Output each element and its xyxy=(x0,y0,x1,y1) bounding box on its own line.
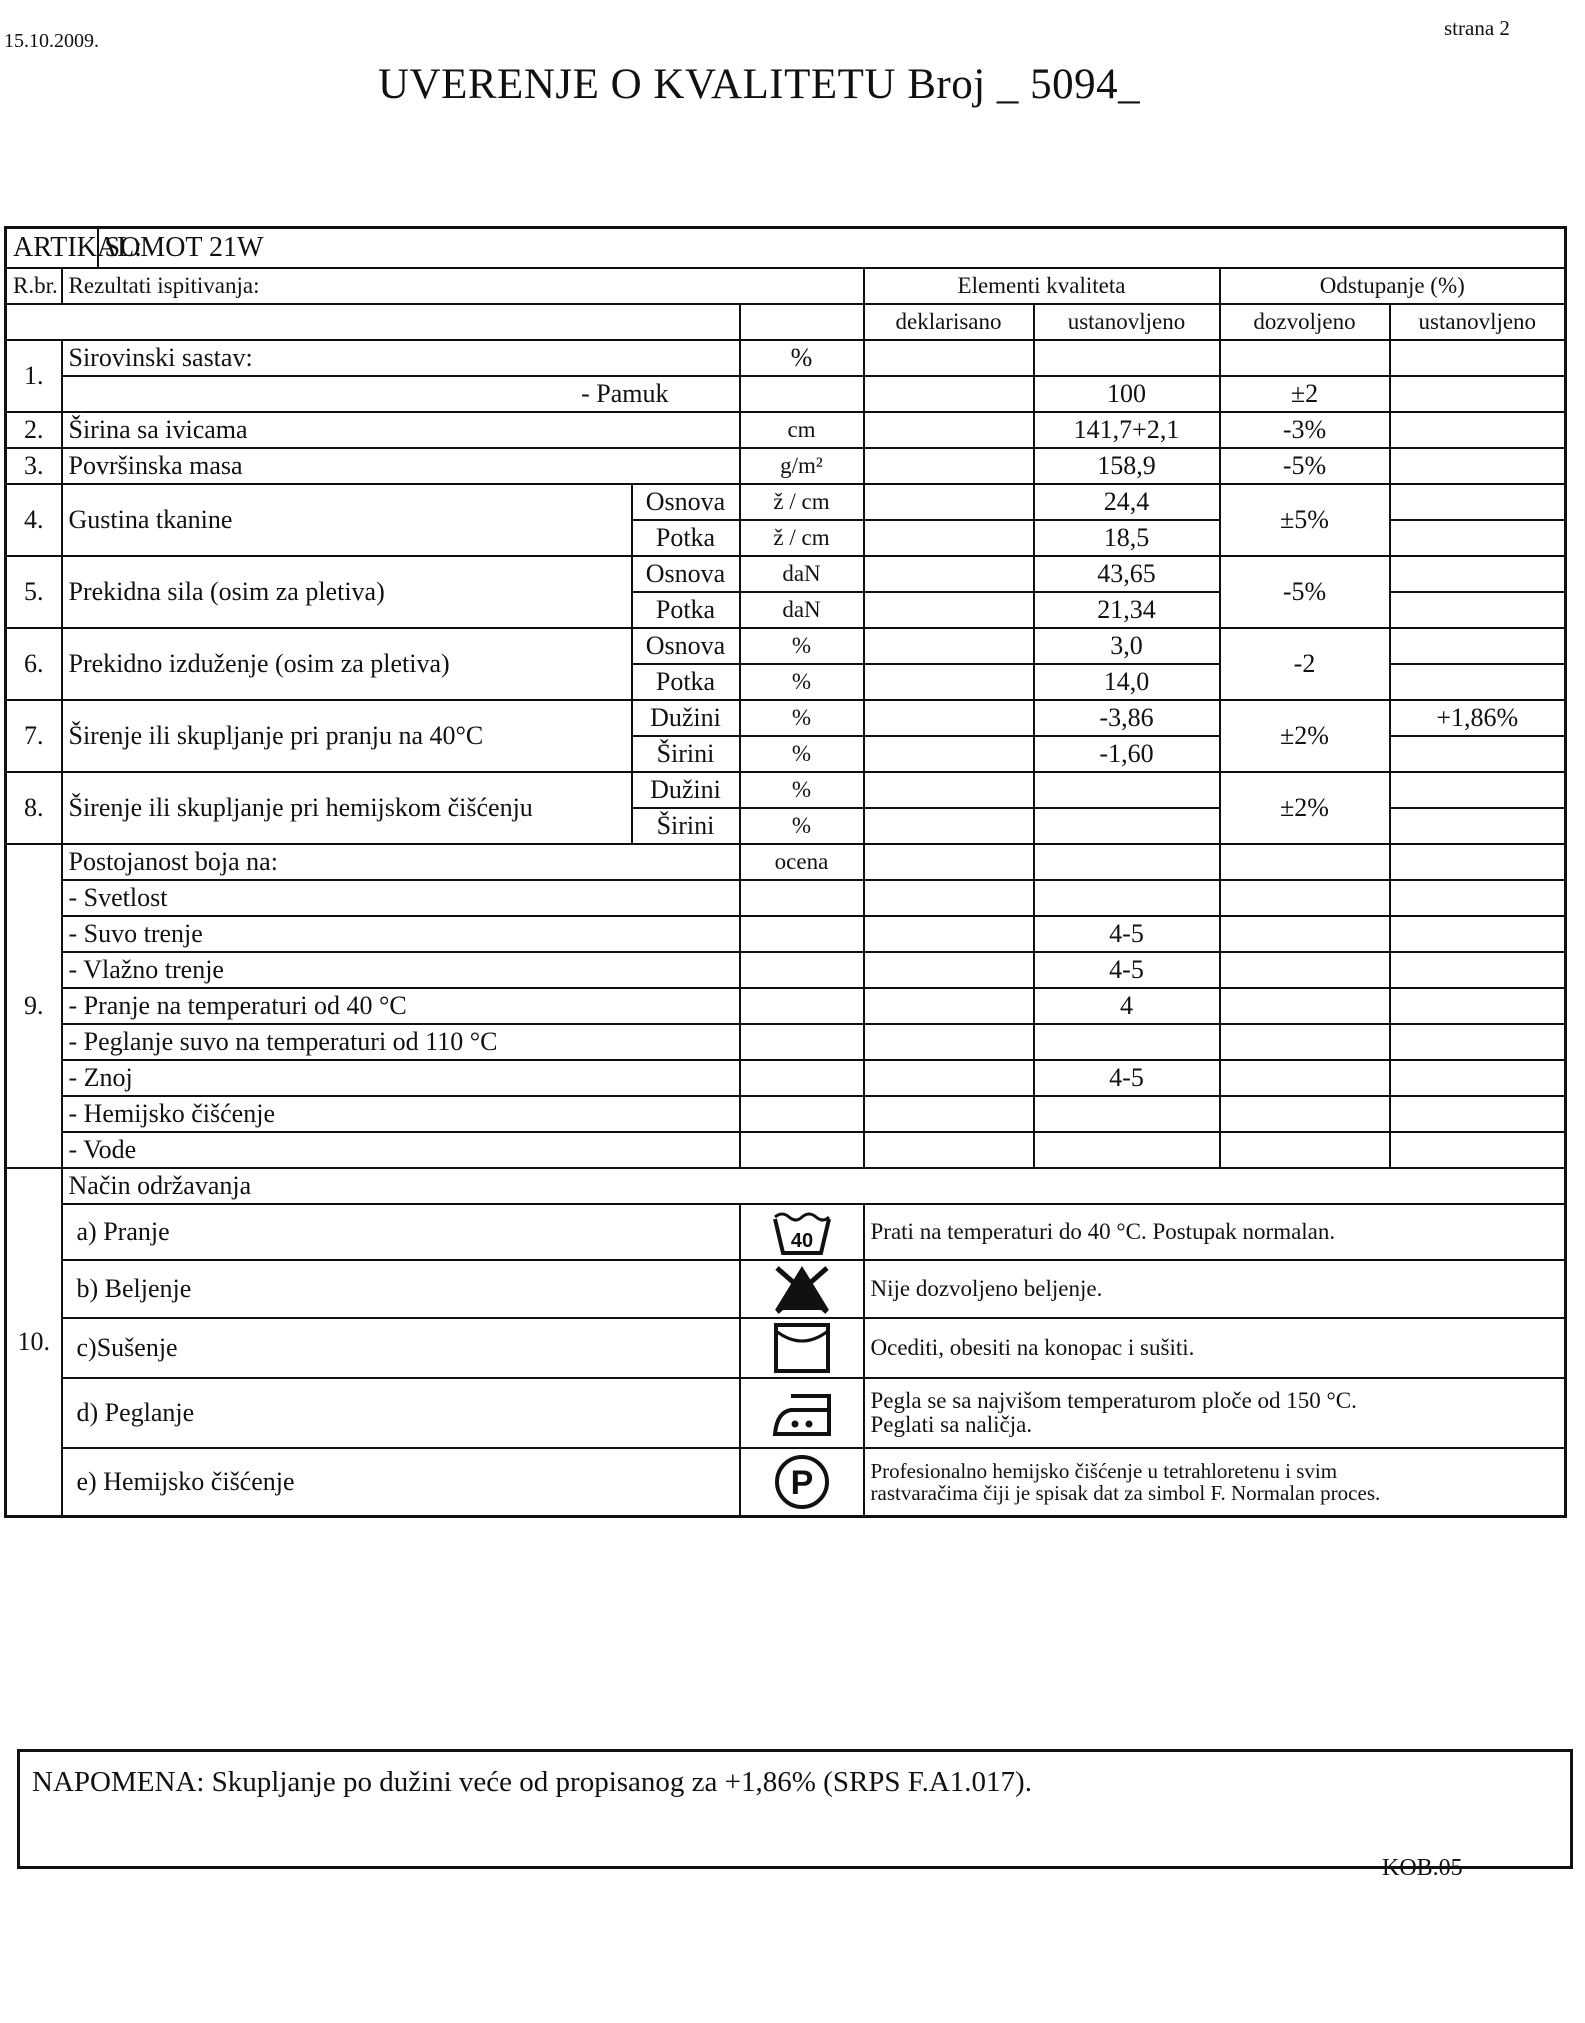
care-item-description-line: Profesionalno hemijsko čišćenje u tetrahloretenu i svim xyxy=(870,1458,1338,1483)
rezultati-header: Rezultati ispitivanja: xyxy=(62,268,864,304)
care-item-label: e) Hemijsko čišćenje xyxy=(62,1448,740,1517)
row-5-unit-2: daN xyxy=(740,592,864,628)
ustanovljeno-header: ustanovljeno xyxy=(1034,304,1220,340)
row-5-dozvoljeno: -5% xyxy=(1220,556,1390,628)
care-item-label: a) Pranje xyxy=(62,1204,740,1260)
row-3-ustanovljeno: 158,9 xyxy=(1034,448,1220,484)
row-6-dozvoljeno: -2 xyxy=(1220,628,1390,700)
care-item-description-line: Pegla se sa najvišom temperaturom ploče od 150 °C. xyxy=(870,1387,1357,1413)
row-10-name: Način održavanja xyxy=(62,1168,1566,1204)
row-1-sub: - Pamuk xyxy=(62,376,740,412)
svg-text:P: P xyxy=(790,1464,813,1502)
row-6-unit-2: % xyxy=(740,664,864,700)
care-item-description-line: Peglati sa naličja. xyxy=(870,1412,1033,1437)
fastness-item: - Znoj xyxy=(62,1060,740,1096)
row-6-sub-potka: Potka xyxy=(632,664,740,700)
row-8-sub-duzini: Dužini xyxy=(632,772,740,808)
artikal-label: ARTIKAL: xyxy=(6,228,98,269)
row-7-unit-2: % xyxy=(740,736,864,772)
care-item-label: d) Peglanje xyxy=(62,1378,740,1448)
row-4-name: Gustina tkanine xyxy=(62,484,632,556)
washing-40-icon xyxy=(740,1204,864,1260)
fastness-value: 4-5 xyxy=(1034,952,1220,988)
deklarisano-header: deklarisano xyxy=(864,304,1034,340)
row-4-number: 4. xyxy=(6,484,62,556)
row-5-name: Prekidna sila (osim za pletiva) xyxy=(62,556,632,628)
row-9-unit: ocena xyxy=(740,844,864,880)
row-2-number: 2. xyxy=(6,412,62,448)
document-title: UVERENJE O KVALITETU Broj _ 5094_ xyxy=(378,61,1141,108)
care-item-description: Ocediti, obesiti na konopac i sušiti. xyxy=(864,1318,1566,1378)
iron-two-dots-icon xyxy=(740,1378,864,1448)
ustanovljeno2-header: ustanovljeno xyxy=(1390,304,1566,340)
fastness-item: - Vode xyxy=(62,1132,740,1168)
row-4-sub-osnova: Osnova xyxy=(632,484,740,520)
row-4-sub-potka: Potka xyxy=(632,520,740,556)
page-number: strana 2 xyxy=(1444,16,1510,40)
row-5-number: 5. xyxy=(6,556,62,628)
row-7-unit-1: % xyxy=(740,700,864,736)
fastness-value xyxy=(1034,880,1220,916)
row-3-number: 3. xyxy=(6,448,62,484)
care-item-description xyxy=(864,1378,1566,1448)
fastness-item: - Hemijsko čišćenje xyxy=(62,1096,740,1132)
artikal-value: SOMOT 21W xyxy=(98,228,1566,269)
row-5-ustanovljeno-2: 21,34 xyxy=(1034,592,1220,628)
row-6-ustanovljeno-2: 14,0 xyxy=(1034,664,1220,700)
row-6-unit-1: % xyxy=(740,628,864,664)
row-2-unit: cm xyxy=(740,412,864,448)
row-2-dozvoljeno: -3% xyxy=(1220,412,1390,448)
row-4-dozvoljeno: ±5% xyxy=(1220,484,1390,556)
row-2-ustanovljeno: 141,7+2,1 xyxy=(1034,412,1220,448)
row-9-name: Postojanost boja na: xyxy=(62,844,740,880)
row-1-name: Sirovinski sastav: xyxy=(62,340,740,376)
row-6-ustanovljeno-1: 3,0 xyxy=(1034,628,1220,664)
row-5-sub-osnova: Osnova xyxy=(632,556,740,592)
quality-table xyxy=(4,226,1567,1518)
fastness-value xyxy=(1034,1096,1220,1132)
fastness-item: - Vlažno trenje xyxy=(62,952,740,988)
care-item-label: b) Beljenje xyxy=(62,1260,740,1318)
form-code: KOB.05 xyxy=(1382,1855,1463,1881)
no-bleach-icon xyxy=(740,1260,864,1318)
row-5-sub-potka: Potka xyxy=(632,592,740,628)
care-item-description: Prati na temperaturi do 40 °C. Postupak normalan. xyxy=(864,1204,1566,1260)
elementi-header: Elementi kvaliteta xyxy=(864,268,1220,304)
care-item-description: Nije dozvoljeno beljenje. xyxy=(864,1260,1566,1318)
fastness-value: 4-5 xyxy=(1034,1060,1220,1096)
row-9-number: 9. xyxy=(6,844,62,1168)
document-date: 15.10.2009. xyxy=(4,30,99,52)
dry-clean-p-icon xyxy=(740,1448,864,1517)
row-5-unit-1: daN xyxy=(740,556,864,592)
fastness-item: - Pranje na temperaturi od 40 °C xyxy=(62,988,740,1024)
row-4-unit-1: ž / cm xyxy=(740,484,864,520)
row-3-dozvoljeno: -5% xyxy=(1220,448,1390,484)
row-3-unit: g/m² xyxy=(740,448,864,484)
row-4-ustanovljeno-2: 18,5 xyxy=(1034,520,1220,556)
line-dry-icon xyxy=(740,1318,864,1378)
row-7-dozvoljeno: ±2% xyxy=(1220,700,1390,772)
row-2-name: Širina sa ivicama xyxy=(62,412,740,448)
care-item-description xyxy=(864,1448,1566,1517)
row-7-odstupanje-ustanovljeno: +1,86% xyxy=(1390,700,1566,736)
row-7-name: Širenje ili skupljanje pri pranju na 40°C xyxy=(62,700,632,772)
row-3-name: Površinska masa xyxy=(62,448,740,484)
row-1-unit: % xyxy=(740,340,864,376)
fastness-value: 4-5 xyxy=(1034,916,1220,952)
row-8-dozvoljeno: ±2% xyxy=(1220,772,1390,844)
row-8-unit-1: % xyxy=(740,772,864,808)
row-4-ustanovljeno-1: 24,4 xyxy=(1034,484,1220,520)
fastness-value xyxy=(1034,1024,1220,1060)
row-4-unit-2: ž / cm xyxy=(740,520,864,556)
row-7-sub-duzini: Dužini xyxy=(632,700,740,736)
fastness-value: 4 xyxy=(1034,988,1220,1024)
row-6-name: Prekidno izduženje (osim za pletiva) xyxy=(62,628,632,700)
fastness-item: - Peglanje suvo na temperaturi od 110 °C xyxy=(62,1024,740,1060)
rbr-header: R.br. xyxy=(6,268,62,304)
row-1-dozvoljeno: ±2 xyxy=(1220,376,1390,412)
care-item-description-line: rastvaračima čiji je spisak dat za simbol F. Normalan proces. xyxy=(870,1481,1381,1505)
row-7-sub-sirini: Širini xyxy=(632,736,740,772)
row-1-ustanovljeno: 100 xyxy=(1034,376,1220,412)
row-8-sub-sirini: Širini xyxy=(632,808,740,844)
row-5-ustanovljeno-1: 43,65 xyxy=(1034,556,1220,592)
odstupanje-header: Odstupanje (%) xyxy=(1220,268,1566,304)
napomena-box: NAPOMENA: Skupljanje po dužini veće od propisanog za +1,86% (SRPS F.A1.017). xyxy=(17,1749,1573,1869)
fastness-item: - Svetlost xyxy=(62,880,740,916)
fastness-item: - Suvo trenje xyxy=(62,916,740,952)
row-6-sub-osnova: Osnova xyxy=(632,628,740,664)
row-7-ustanovljeno-2: -1,60 xyxy=(1034,736,1220,772)
row-7-ustanovljeno-1: -3,86 xyxy=(1034,700,1220,736)
dozvoljeno-header: dozvoljeno xyxy=(1220,304,1390,340)
row-7-number: 7. xyxy=(6,700,62,772)
row-8-unit-2: % xyxy=(740,808,864,844)
row-6-number: 6. xyxy=(6,628,62,700)
fastness-value xyxy=(1034,1132,1220,1168)
row-1-number: 1. xyxy=(6,340,62,412)
row-10-number: 10. xyxy=(6,1168,62,1517)
row-8-name: Širenje ili skupljanje pri hemijskom čišćenju xyxy=(62,772,632,844)
care-item-label: c)Sušenje xyxy=(62,1318,740,1378)
svg-text:40: 40 xyxy=(790,1230,813,1252)
row-8-number: 8. xyxy=(6,772,62,844)
